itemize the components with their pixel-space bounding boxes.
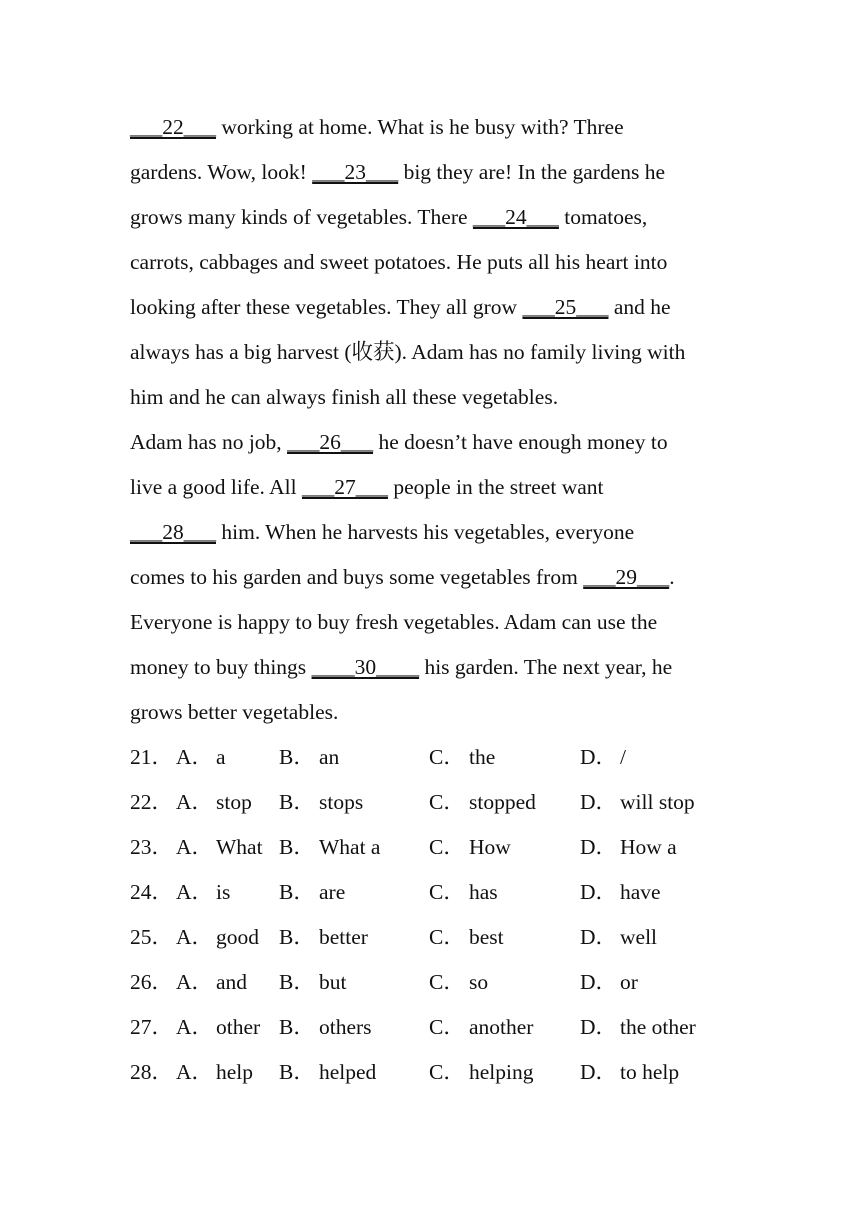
option-c [429, 915, 504, 960]
option-letter: A． [176, 925, 214, 949]
passage-text: big they are! In the gardens he [398, 160, 666, 184]
option-b [279, 960, 346, 1005]
option-letter: D． [580, 880, 618, 904]
option-c [429, 870, 498, 915]
option-text: are [319, 880, 346, 904]
option-a [176, 1050, 253, 1095]
option-letter: B． [279, 1015, 315, 1039]
option-letter: D． [580, 1060, 618, 1084]
option-letter: B． [279, 835, 315, 859]
question-row [130, 915, 740, 960]
option-b [279, 870, 345, 915]
option-c [429, 735, 495, 780]
option-letter: C． [429, 745, 465, 769]
answer-blank: ____30____ [311, 655, 420, 679]
passage-text: and he [608, 295, 671, 319]
option-text: the [469, 745, 496, 769]
option-text: better [319, 925, 368, 949]
cloze-passage [130, 105, 740, 735]
answer-blank: ___27___ [301, 475, 388, 499]
answer-blank: ___23___ [312, 160, 399, 184]
question-number: 21． [130, 745, 174, 769]
option-letter: B． [279, 925, 315, 949]
passage-text: his garden. The next year, he [419, 655, 673, 679]
question-options [130, 735, 740, 1095]
option-text: stops [319, 790, 364, 814]
option-text: an [319, 745, 340, 769]
option-b [279, 735, 339, 780]
option-text: another [469, 1015, 534, 1039]
passage-text: him and he can always finish all these vegetables. [130, 385, 559, 409]
option-letter: C． [429, 835, 465, 859]
answer-blank: ___25___ [522, 295, 609, 319]
option-a [176, 960, 247, 1005]
option-text: or [620, 970, 638, 994]
passage-line [130, 600, 740, 645]
question-row [130, 780, 740, 825]
option-d [580, 780, 695, 825]
option-letter: D． [580, 745, 618, 769]
passage-text: looking after these vegetables. They all grow [130, 295, 523, 319]
option-text: so [469, 970, 489, 994]
option-text: helping [469, 1060, 534, 1084]
option-text: What [216, 835, 263, 859]
option-a [176, 735, 226, 780]
passage-text: Adam has no job, [130, 430, 288, 454]
passage-text: live a good life. All [130, 475, 302, 499]
option-text: and [216, 970, 248, 994]
option-text: helped [319, 1060, 377, 1084]
question-number: 22． [130, 790, 174, 814]
answer-blank: ___22___ [130, 115, 216, 139]
passage-text: grows better vegetables. [130, 700, 339, 724]
option-letter: D． [580, 1015, 618, 1039]
option-c [429, 825, 511, 870]
option-letter: C． [429, 1015, 465, 1039]
option-text: other [216, 1015, 261, 1039]
option-a [176, 825, 263, 870]
answer-blank: ___24___ [472, 205, 559, 229]
option-text: / [620, 745, 626, 769]
passage-line [130, 195, 740, 240]
passage-line [130, 555, 740, 600]
answer-blank: ___29___ [583, 565, 670, 589]
passage-text: tomatoes, [558, 205, 648, 229]
option-letter: A． [176, 970, 214, 994]
option-letter: D． [580, 970, 618, 994]
passage-text: grows many kinds of vegetables. There [130, 205, 473, 229]
option-letter: B． [279, 880, 315, 904]
question-row [130, 825, 740, 870]
option-letter: A． [176, 790, 214, 814]
passage-line [130, 645, 740, 690]
passage-text: always has a big harvest (收获). Adam has no family living with [130, 340, 686, 364]
option-letter: D． [580, 925, 618, 949]
passage-line [130, 465, 740, 510]
option-text: have [620, 880, 661, 904]
option-d [580, 735, 626, 780]
option-letter: A． [176, 1015, 214, 1039]
option-letter: A． [176, 835, 214, 859]
option-b [279, 915, 368, 960]
option-d [580, 915, 657, 960]
option-text: will stop [620, 790, 695, 814]
option-letter: A． [176, 880, 214, 904]
question-number: 26． [130, 970, 174, 994]
question-number: 25． [130, 925, 174, 949]
option-text: is [216, 880, 231, 904]
option-text: good [216, 925, 259, 949]
option-c [429, 780, 536, 825]
option-c [429, 960, 488, 1005]
option-b [279, 1005, 372, 1050]
option-d [580, 960, 638, 1005]
passage-line [130, 690, 740, 735]
option-letter: C． [429, 970, 465, 994]
passage-line [130, 105, 740, 150]
option-letter: D． [580, 790, 618, 814]
option-d [580, 1005, 696, 1050]
option-text: has [469, 880, 498, 904]
option-letter: D． [580, 835, 618, 859]
passage-text: comes to his garden and buys some vegetables from [130, 565, 584, 589]
option-letter: C． [429, 1060, 465, 1084]
option-d [580, 1050, 679, 1095]
option-letter: C． [429, 790, 465, 814]
passage-text: him. When he harvests his vegetables, everyone [216, 520, 635, 544]
option-letter: B． [279, 745, 315, 769]
option-b [279, 825, 380, 870]
option-c [429, 1050, 534, 1095]
passage-line [130, 420, 740, 465]
document-page [130, 105, 740, 1095]
option-b [279, 1050, 376, 1095]
option-text: but [319, 970, 347, 994]
passage-line [130, 150, 740, 195]
option-letter: B． [279, 790, 315, 814]
question-row [130, 735, 740, 780]
option-text: stopped [469, 790, 536, 814]
option-c [429, 1005, 533, 1050]
option-a [176, 870, 230, 915]
question-number: 24． [130, 880, 174, 904]
option-text: help [216, 1060, 254, 1084]
option-letter: C． [429, 880, 465, 904]
option-text: best [469, 925, 504, 949]
option-text: the other [620, 1015, 696, 1039]
passage-line [130, 375, 740, 420]
question-row [130, 960, 740, 1005]
option-text: to help [620, 1060, 680, 1084]
option-letter: B． [279, 1060, 315, 1084]
passage-text: carrots, cabbages and sweet potatoes. He puts all his heart into [130, 250, 668, 274]
option-text: a [216, 745, 226, 769]
answer-blank: ___28___ [130, 520, 216, 544]
passage-text: Everyone is happy to buy fresh vegetables. Adam can use the [130, 610, 658, 634]
option-d [580, 870, 661, 915]
passage-text: money to buy things [130, 655, 312, 679]
passage-text: gardens. Wow, look! [130, 160, 313, 184]
option-text: well [620, 925, 658, 949]
option-letter: B． [279, 970, 315, 994]
option-a [176, 780, 252, 825]
question-number: 27． [130, 1015, 174, 1039]
passage-line [130, 240, 740, 285]
passage-text: he doesn’t have enough money to [373, 430, 668, 454]
option-text: How [469, 835, 511, 859]
passage-line [130, 510, 740, 555]
option-letter: A． [176, 745, 214, 769]
option-text: How a [620, 835, 677, 859]
passage-text: working at home. What is he busy with? Three [216, 115, 624, 139]
question-number: 23． [130, 835, 174, 859]
passage-text: . [669, 565, 675, 589]
option-a [176, 1005, 260, 1050]
option-letter: A． [176, 1060, 214, 1084]
option-a [176, 915, 259, 960]
option-text: stop [216, 790, 252, 814]
option-d [580, 825, 677, 870]
question-row [130, 1050, 740, 1095]
option-letter: C． [429, 925, 465, 949]
option-text: What a [319, 835, 381, 859]
question-row [130, 870, 740, 915]
passage-text: people in the street want [387, 475, 604, 499]
option-text: others [319, 1015, 372, 1039]
answer-blank: ___26___ [287, 430, 374, 454]
question-row [130, 1005, 740, 1050]
passage-line [130, 330, 740, 375]
question-number: 28． [130, 1060, 174, 1084]
option-b [279, 780, 363, 825]
passage-line [130, 285, 740, 330]
